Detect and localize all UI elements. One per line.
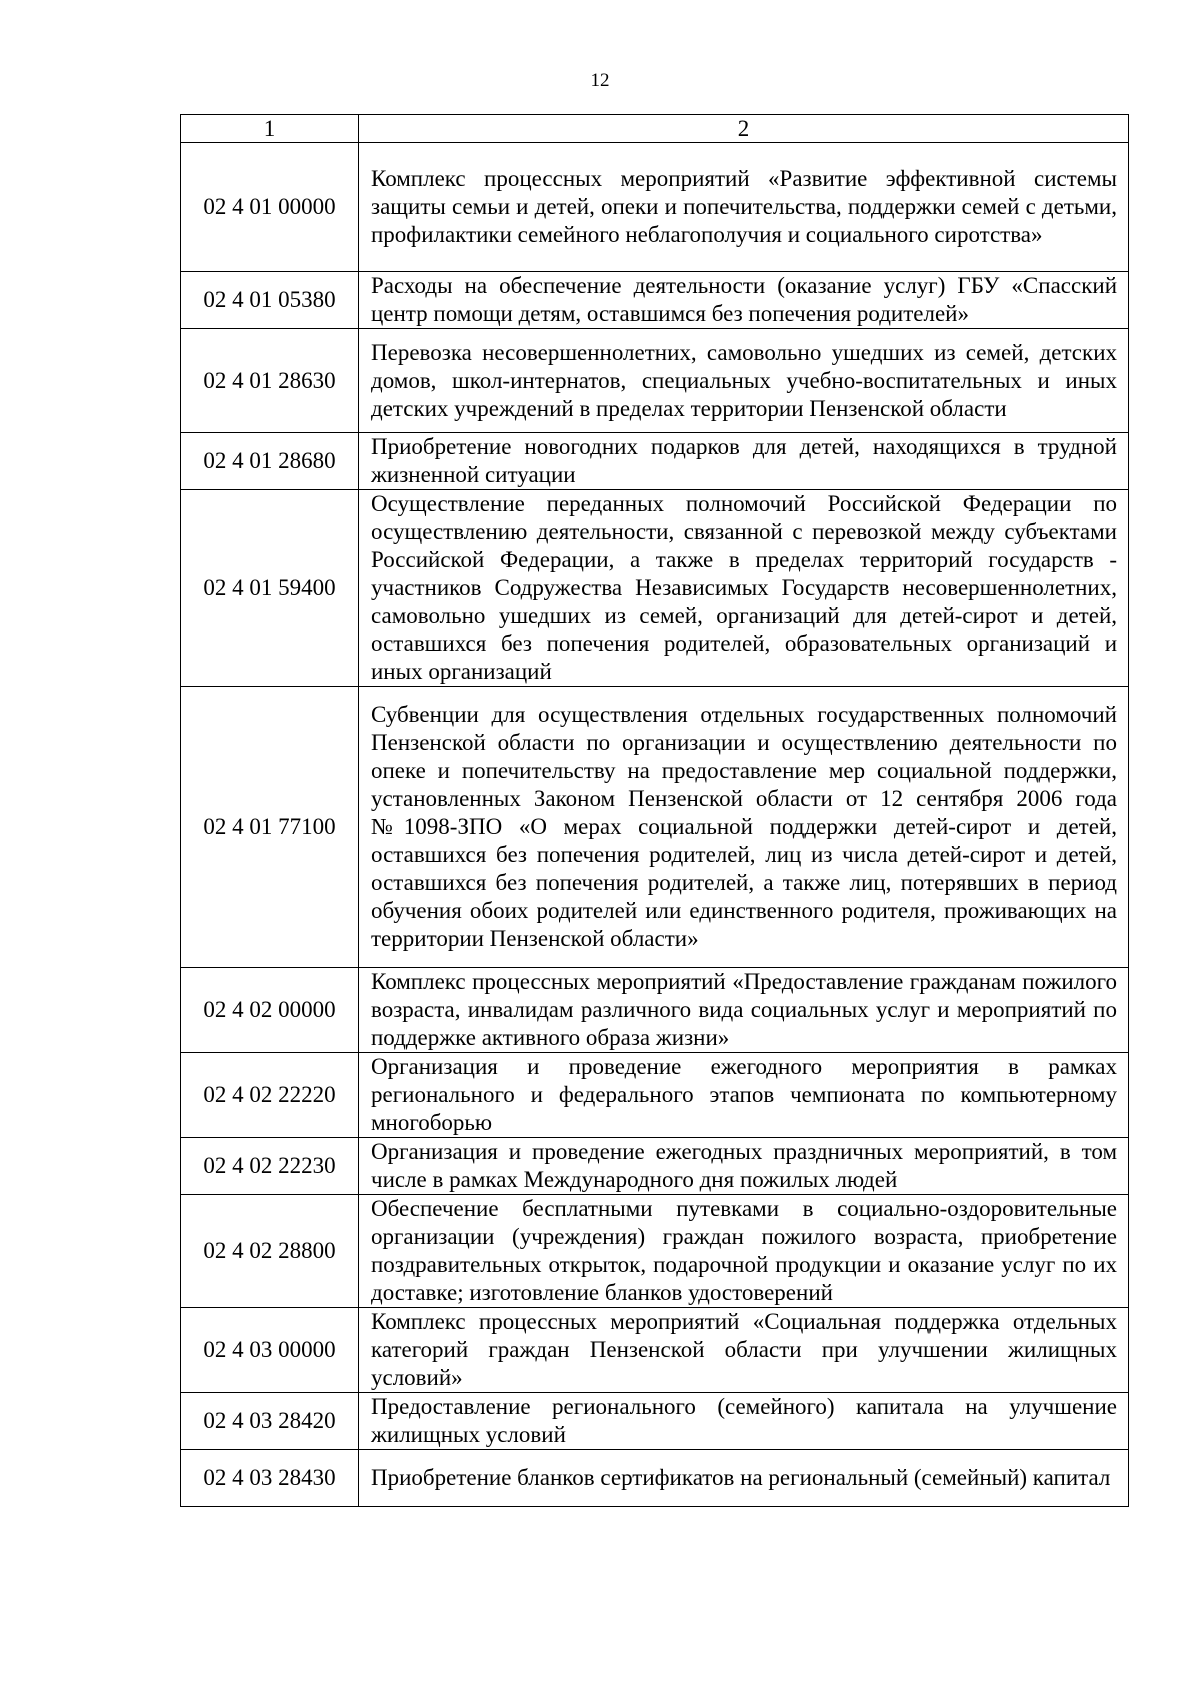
- column-header-1: 1: [181, 115, 359, 143]
- description-cell: Осуществление переданных полномочий Российской Федерации по осуществлению деятельности, связанной с перевозкой между субъектами Российской Федерации, а также в пределах территорий государств - участников Содружества Независимых Государств несовершеннолетних, самовольно ушедших из семей, организаций для детей-сирот и детей, оставшихся без попечения родителей, образовательных организаций и иных организаций: [359, 490, 1129, 687]
- description-cell: Приобретение бланков сертификатов на региональный (семейный) капитал: [359, 1450, 1129, 1507]
- budget-code-cell: 02 4 01 59400: [181, 490, 359, 687]
- description-cell: Обеспечение бесплатными путевками в социально-оздоровительные организации (учреждения) граждан пожилого возраста, приобретение поздравительных открыток, подарочной продукции и оказание услуг по их доставке; изготовление бланков удостоверений: [359, 1195, 1129, 1308]
- table-header-row: [181, 115, 1129, 143]
- table-row: [181, 329, 1129, 433]
- budget-code-cell: 02 4 03 28420: [181, 1393, 359, 1450]
- table-row: [181, 1195, 1129, 1308]
- description-cell: Приобретение новогодних подарков для детей, находящихся в трудной жизненной ситуации: [359, 433, 1129, 490]
- table-row: [181, 1450, 1129, 1507]
- description-cell: Предоставление регионального (семейного) капитала на улучшение жилищных условий: [359, 1393, 1129, 1450]
- table-row: [181, 1308, 1129, 1393]
- column-header-2: 2: [359, 115, 1129, 143]
- description-cell: Организация и проведение ежегодного мероприятия в рамках регионального и федерального этапов чемпионата по компьютерному многоборью: [359, 1053, 1129, 1138]
- table-row: [181, 490, 1129, 687]
- budget-code-cell: 02 4 02 22230: [181, 1138, 359, 1195]
- budget-code-cell: 02 4 01 00000: [181, 143, 359, 272]
- budget-code-cell: 02 4 01 05380: [181, 272, 359, 329]
- table-row: [181, 1138, 1129, 1195]
- table-row: [181, 1393, 1129, 1450]
- page-number: 12: [590, 70, 610, 91]
- budget-code-cell: 02 4 01 77100: [181, 687, 359, 968]
- description-cell: Комплекс процессных мероприятий «Социальная поддержка отдельных категорий граждан Пензенской области при улучшении жилищных условий»: [359, 1308, 1129, 1393]
- budget-code-cell: 02 4 02 28800: [181, 1195, 359, 1308]
- budget-code-cell: 02 4 03 00000: [181, 1308, 359, 1393]
- budget-code-cell: 02 4 01 28680: [181, 433, 359, 490]
- table-row: [181, 433, 1129, 490]
- budget-code-cell: 02 4 02 00000: [181, 968, 359, 1053]
- budget-codes-table: [180, 114, 1129, 1507]
- description-cell: Организация и проведение ежегодных праздничных мероприятий, в том числе в рамках Международного дня пожилых людей: [359, 1138, 1129, 1195]
- table-row: [181, 1053, 1129, 1138]
- budget-code-cell: 02 4 02 22220: [181, 1053, 359, 1138]
- description-cell: Субвенции для осуществления отдельных государственных полномочий Пензенской области по организации и осуществлению деятельности по опеке и попечительству на предоставление мер социальной поддержки, установленных Законом Пензенской области от 12 сентября 2006 года №1098-ЗПО «О мерах социальной поддержки детей-сирот и детей, оставшихся без попечения родителей, лиц из числа детей-сирот и детей, оставшихся без попечения родителей, а также лиц, потерявших в период обучения обоих родителей или единственного родителя, проживающих на территории Пензенской области»: [359, 687, 1129, 968]
- description-cell: Перевозка несовершеннолетних, самовольно ушедших из семей, детских домов, школ-интернатов, специальных учебно-воспитательных и иных детских учреждений в пределах территории Пензенской области: [359, 329, 1129, 433]
- table-row: [181, 968, 1129, 1053]
- table-row: [181, 687, 1129, 968]
- table-row: [181, 272, 1129, 329]
- table-row: [181, 143, 1129, 272]
- budget-code-cell: 02 4 01 28630: [181, 329, 359, 433]
- description-cell: Комплекс процессных мероприятий «Предоставление гражданам пожилого возраста, инвалидам различного вида социальных услуг и мероприятий по поддержке активного образа жизни»: [359, 968, 1129, 1053]
- description-cell: Расходы на обеспечение деятельности (оказание услуг) ГБУ «Спасский центр помощи детям, оставшимся без попечения родителей»: [359, 272, 1129, 329]
- budget-code-cell: 02 4 03 28430: [181, 1450, 359, 1507]
- description-cell: Комплекс процессных мероприятий «Развитие эффективной системы защиты семьи и детей, опеки и попечительства, поддержки семей с детьми, профилактики семейного неблагополучия и социального сиротства»: [359, 143, 1129, 272]
